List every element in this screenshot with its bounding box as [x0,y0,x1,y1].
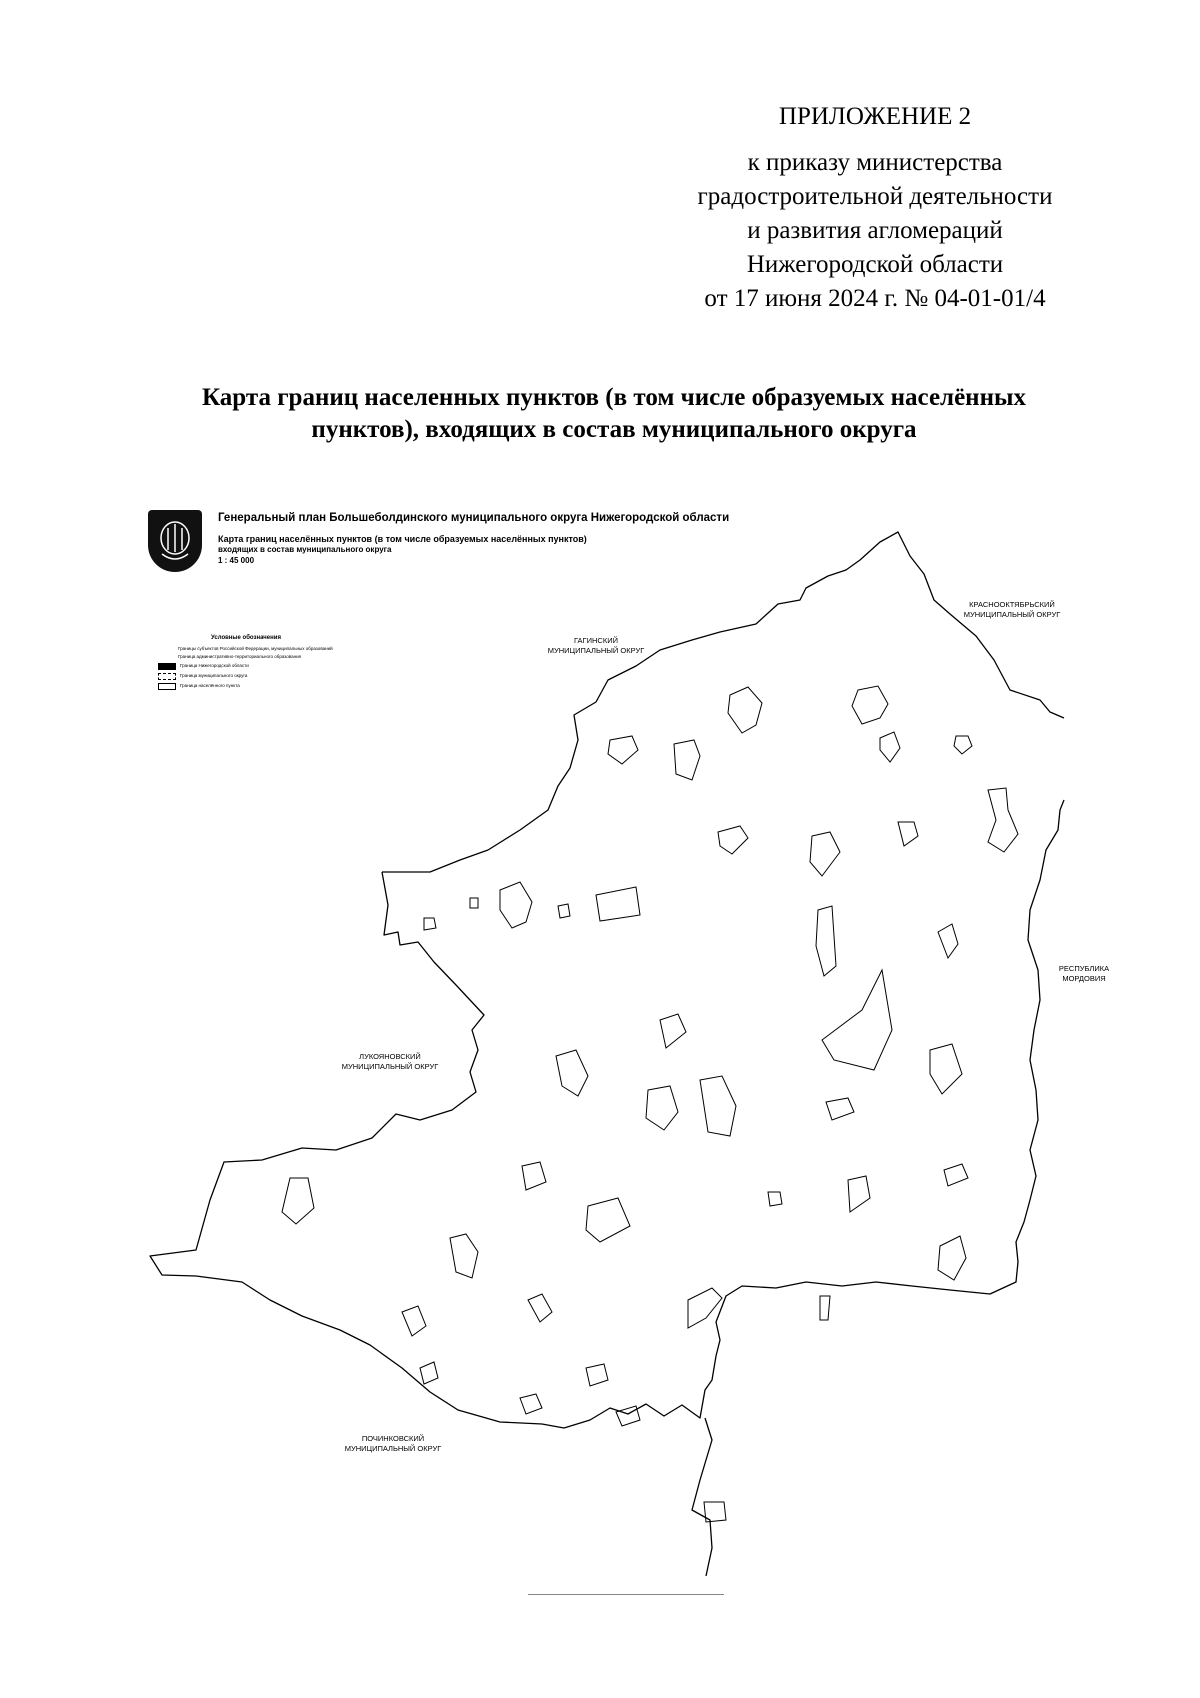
map-subtitle: входящих в состав муниципального округа [218,545,392,554]
municipal-coat-of-arms-icon [148,510,202,572]
region-label-lukoyanovsky [342,1052,439,1072]
legend-item [158,646,334,652]
settlement-outline [402,1306,426,1336]
settlement-outline [424,918,436,930]
settlement-outline [586,1198,630,1242]
map-scale: 1 : 45 000 [218,556,255,565]
settlement-outline [728,687,762,733]
document-title-line: пунктов), входящих в состав муниципального округа [311,416,917,443]
settlement-boundaries [282,686,1018,1522]
legend-item [158,654,334,660]
settlement-outline [816,906,836,976]
settlement-outline [820,1296,830,1320]
settlement-outline [988,788,1018,852]
settlement-outline [596,887,640,921]
region-label-krasnooktyabrsky [964,600,1061,620]
region-label-line: МУНИЦИПАЛЬНЫЙ ОКРУГ [963,610,1061,619]
settlement-outline [848,1176,870,1212]
footer-divider [528,1594,724,1595]
settlement-outline [938,924,958,958]
settlement-outline [586,1364,608,1386]
settlement-outline [880,732,900,762]
map-title: Карта границ населённых пунктов (в том числе образуемых населённых пунктов) [218,534,587,544]
settlement-outline [646,1086,678,1130]
region-label-line: ГАГИНСКИЙ [574,636,618,645]
region-label-line: МУНИЦИПАЛЬНЫЙ ОКРУГ [344,1444,442,1453]
region-label-line: МОРДОВИЯ [1062,974,1106,983]
settlement-outline [718,826,748,854]
legend-title: Условные обозначения [211,635,281,641]
settlement-outline [420,1362,438,1384]
settlement-outline [500,882,532,928]
settlement-outline [520,1394,542,1414]
region-label-line: МУНИЦИПАЛЬНЫЙ ОКРУГ [547,646,645,655]
legend-label: Граница административно-территориального образования [178,654,302,659]
settlement-outline [660,1014,686,1048]
legend-label: Граница населённого пункта [180,683,240,689]
legend-item [158,663,334,670]
settlement-outline [852,686,888,724]
settlement-outline [938,1236,966,1280]
settlement-outline [558,904,570,918]
settlement-outline [930,1044,962,1094]
settlement-outline [768,1192,782,1206]
settlement-outline [688,1288,722,1328]
region-label-line: ПОЧИНКОВСКИЙ [361,1434,425,1443]
appendix-title: ПРИЛОЖЕНИЕ 2 [778,103,972,130]
map-legend [158,636,334,693]
region-label-line: КРАСНООКТЯБРЬСКИЙ [969,600,1055,609]
legend-item [158,683,334,690]
appendix-line: градостроительной деятельности [697,183,1053,210]
settlement-outline [700,1076,736,1136]
settlement-outline [898,822,918,846]
region-label-gaginsky [548,636,645,656]
appendix-line: к приказу министерства [747,149,1003,176]
region-label-mordovia [1059,964,1109,984]
settlement-outline [810,832,840,876]
legend-swatch [158,683,176,690]
legend-label: Граница Нижегородской области [180,663,249,669]
settlement-outline [822,970,892,1070]
document-title-line: Карта границ населенных пунктов (в том числе образуемых населённых [201,384,1027,411]
region-label-line: РЕСПУБЛИКА [1058,964,1110,973]
legend-label: Границы субъектов Российской Федерации, муниципальных образований [178,645,333,651]
settlement-outline [522,1162,546,1190]
plan-title: Генеральный план Большеболдинского муниципального округа Нижегородской области [218,512,730,524]
settlement-outline [826,1098,854,1120]
settlement-outline [528,1294,552,1322]
legend-swatch [158,654,174,659]
region-label-pochinkovsky [345,1434,442,1454]
region-label-line: МУНИЦИПАЛЬНЫЙ ОКРУГ [341,1062,439,1071]
appendix-line: Нижегородской области [746,251,1004,278]
settlement-outline [450,1234,478,1278]
legend-swatch [158,646,174,651]
settlement-outline [954,736,972,754]
legend-item [158,673,334,680]
settlement-outline [674,740,700,780]
settlement-outline [556,1050,588,1096]
settlement-outline [470,898,478,908]
settlement-outline [608,736,638,764]
legend-swatch [158,663,176,670]
appendix-line: от 17 июня 2024 г. № 04-01-01/4 [704,285,1046,312]
appendix-line: и развития агломераций [747,217,1003,244]
settlement-outline [944,1164,968,1186]
region-label-line: ЛУКОЯНОВСКИЙ [359,1052,421,1061]
legend-swatch [158,673,176,680]
settlement-outline [616,1406,640,1426]
settlement-outline [282,1178,314,1224]
legend-label: Граница муниципального округа [180,673,248,679]
